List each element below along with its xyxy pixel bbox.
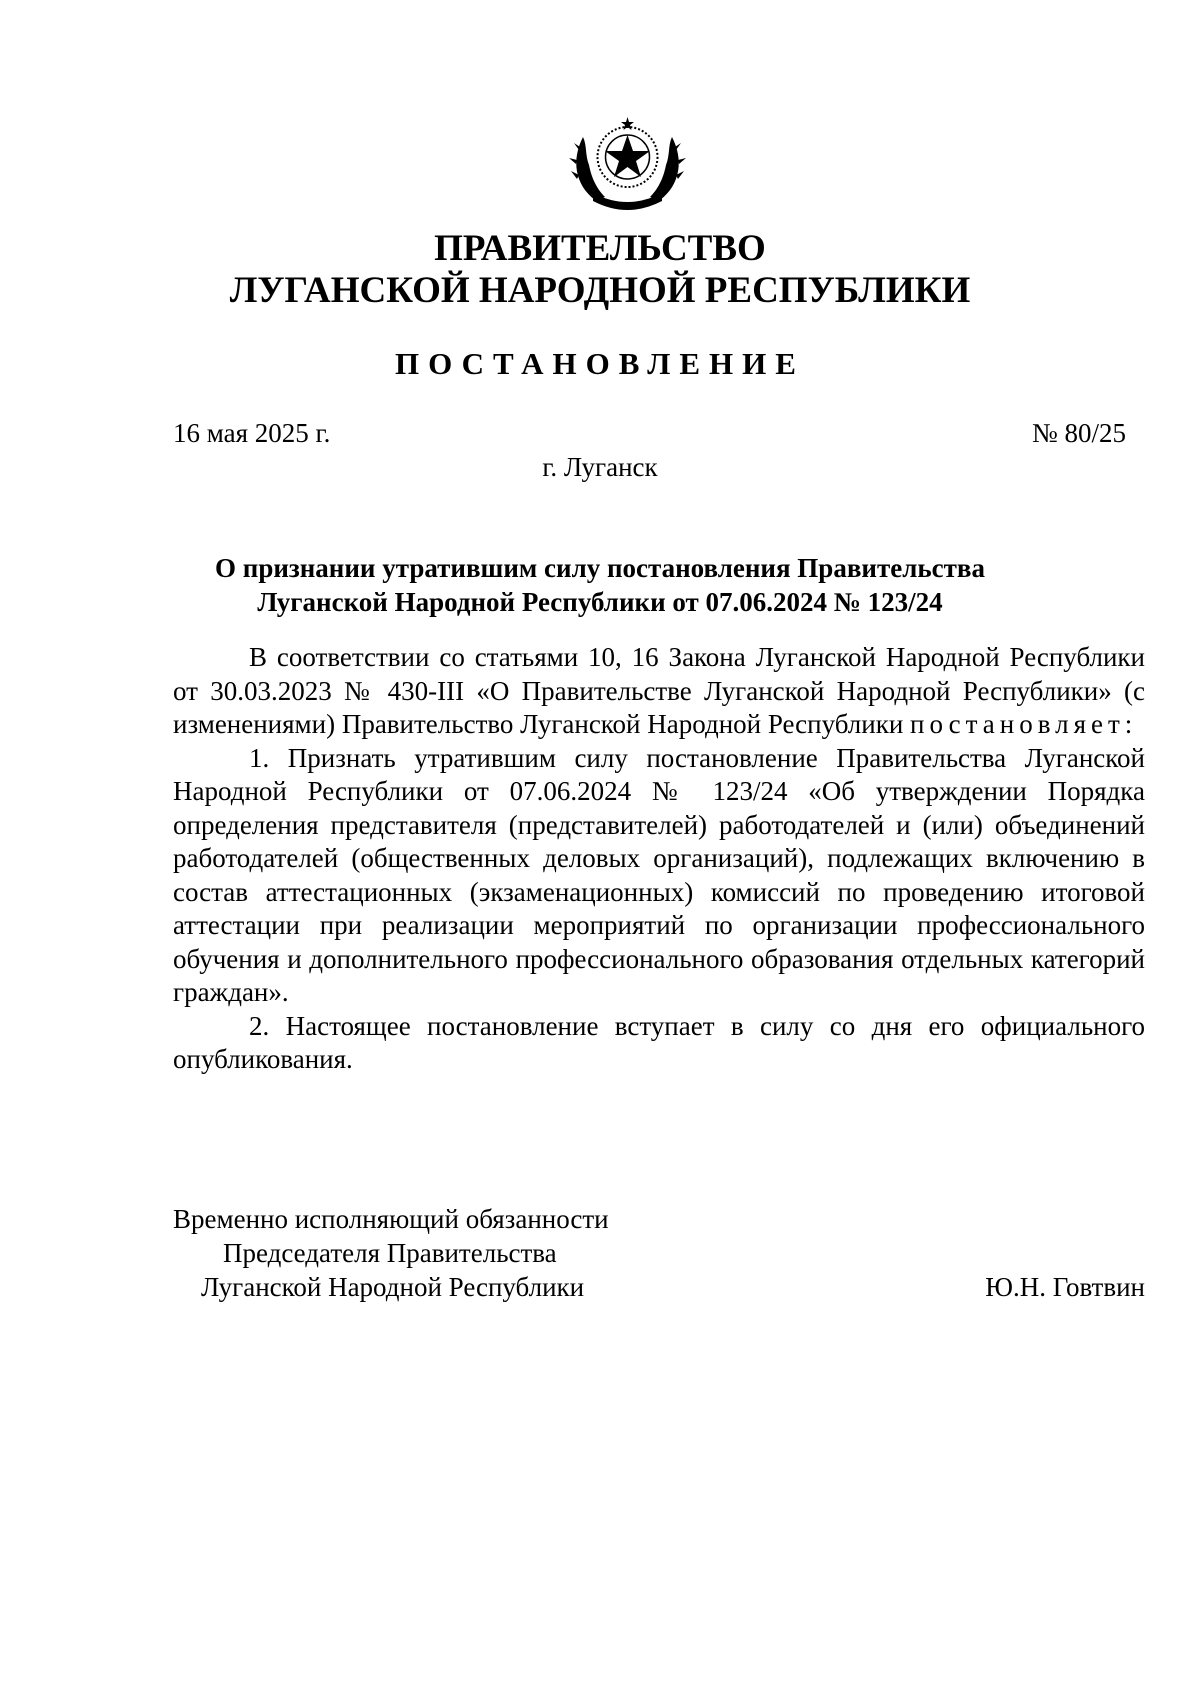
government-title-line2: ЛУГАНСКОЙ НАРОДНОЙ РЕСПУБЛИКИ [229,270,971,311]
item-1-paragraph: 1. Признать утратившим силу постановление Правительства Луганской Народной Республики от 07.06.2024 № 123/24 «Об утверждении Порядка определения представителя (представителей) работодателей и (или) объединений работодателей (общественных деловых организаций), подлежащих включению в состав аттестационных (экзаменационных) комиссий по проведению итоговой аттестации при реализации мероприятий по организации профессионального обучения и дополнительного профессионального образования отдельных категорий граждан». [173,742,1145,1007]
government-title-line1: ПРАВИТЕЛЬСТВО [434,228,766,269]
signature-line1: Временно исполняющий обязанности [173,1204,609,1234]
document-date: 16 мая 2025 г. [173,418,331,448]
preamble-paragraph [173,641,1145,742]
document-subject-line2: Луганской Народной Республики от 07.06.2024 № 123/24 [257,587,943,617]
government-title [0,228,1200,312]
decides-word: постановляет: [910,709,1138,739]
document-subject-line1: О признании утратившим силу постановления Правительства [215,553,985,583]
signature-position [173,1202,609,1304]
document-subject [0,551,1200,619]
preamble-text: В соответствии со статьями 10, 16 Закона Луганской Народной Республики от 30.03.2023 № 430-III «О Правительстве Луганской Народной Республики» (с изменениями) Правительство Луганской Народной Республики [173,642,1145,739]
signatory-name: Ю.Н. Говтвин [985,1272,1145,1302]
signature-line2: Председателя Правительства [223,1238,557,1268]
lnr-coat-of-arms-icon [565,115,690,215]
signature-line3: Луганской Народной Республики [201,1272,585,1302]
document-number: № 80/25 [1031,418,1126,448]
item-2-paragraph: 2. Настоящее постановление вступает в силу со дня его официального опубликования. [173,1010,1145,1074]
document-city: г. Луганск [542,452,658,482]
document-type: ПОСТАНОВЛЕНИЕ [395,346,805,381]
document-body [173,641,1145,1077]
